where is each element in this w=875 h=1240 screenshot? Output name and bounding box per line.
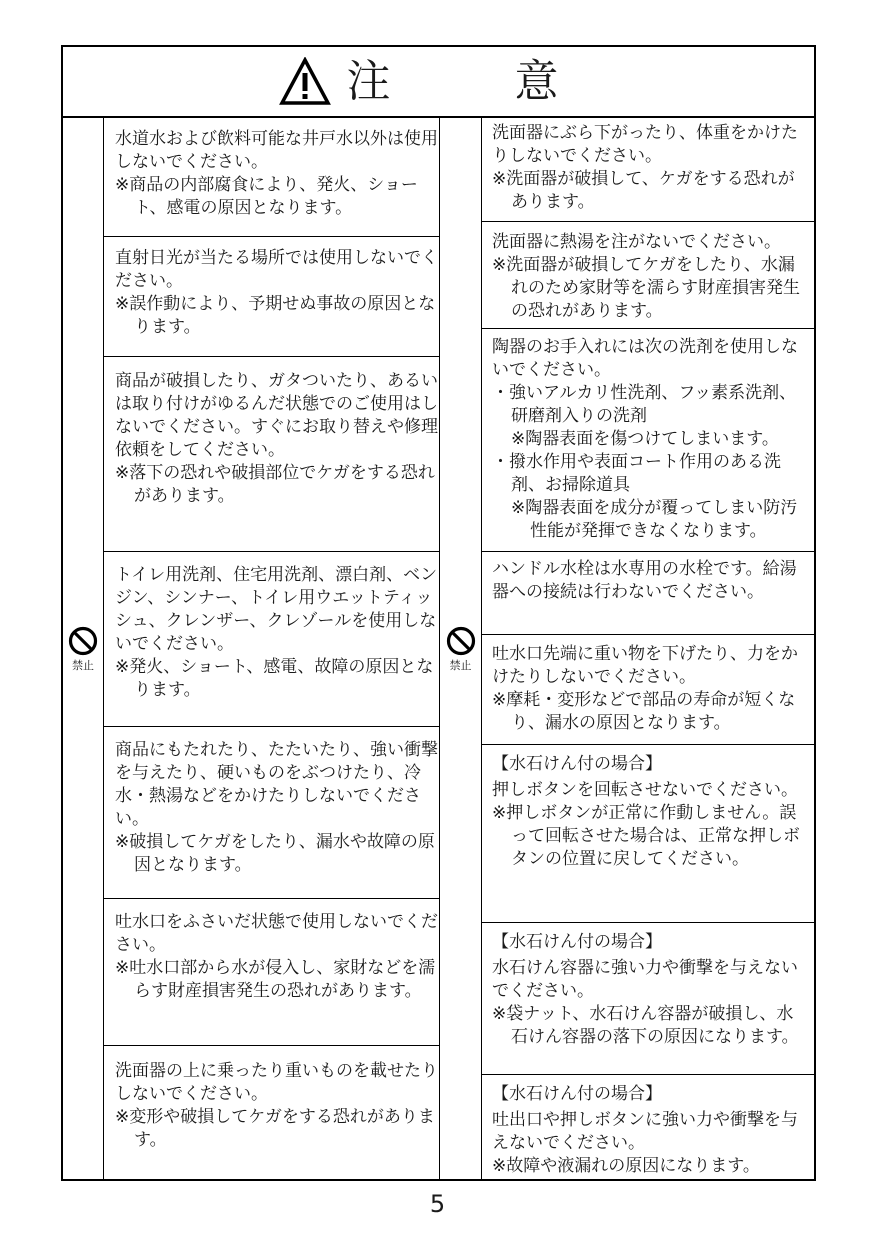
caution-item: 直射日光が当たる場所では使用しないでください。 ※誤作動により、予期せぬ事故の原因となります。	[104, 236, 439, 356]
caution-item: 洗面器にぶら下がったり、体重をかけたりしないでください。 ※洗面器が破損して、ケガをする恐れがあります。	[492, 123, 798, 212]
caution-item: 【水石けん付の場合】 水石けん容器に強い力や衝撃を与えないでください。 ※袋ナット、水石けん容器が破損し、水石けん容器の落下の原因になります。	[482, 922, 814, 1074]
prohibited-icon	[68, 626, 98, 656]
caution-title: 注 意	[346, 55, 599, 107]
caution-item: 商品が破損したり、ガタついたり、あるいは取り付けがゆるんだ状態でのご使用はしないでください。すぐにお取り替えや修理依頼をしてください。 ※落下の恐れや破損部位でケガをする恐れがあります。	[104, 356, 439, 551]
prohibition-column-left	[63, 118, 104, 1181]
caution-item: ハンドル水栓は水専用の水栓です。給湯器への接続は行わないでください。	[482, 551, 814, 634]
prohibited-label: 禁止	[72, 659, 94, 672]
caution-item: 洗面器に熱湯を注がないでください。 ※洗面器が破損してケガをしたり、水漏れのため家財等を濡らす財産損害発生の恐れがあります。	[482, 221, 814, 328]
caution-header	[63, 47, 814, 118]
caution-item: 吐水口先端に重い物を下げたり、力をかけたりしないでください。 ※摩耗・変形などで部品の寿命が短くなり、漏水の原因となります。	[482, 634, 814, 744]
caution-item: 【水石けん付の場合】 吐出口や押しボタンに強い力や衝撃を与えないでください。 ※故障や液漏れの原因になります。	[482, 1074, 814, 1181]
caution-item: 商品にもたれたり、たたいたり、強い衝撃を与えたり、硬いものをぶつけたり、冷水・熱湯などをかけたりしないでください。 ※破損してケガをしたり、漏水や故障の原因となります。	[104, 726, 439, 898]
page-number: 5	[429, 1190, 446, 1218]
caution-item: 吐水口をふさいだ状態で使用しないでください。 ※吐水口部から水が侵入し、家財などを濡らす財産損害発生の恐れがあります。	[104, 898, 439, 1045]
caution-item: 水道水および飲料可能な井戸水以外は使用しないでください。 ※商品の内部腐食により、発火、ショート、感電の原因となります。	[115, 129, 438, 218]
caution-item: 洗面器の上に乗ったり重いものを載せたりしないでください。 ※変形や破損してケガをする恐れがあります。	[104, 1045, 439, 1181]
prohibited-icon	[446, 626, 476, 656]
caution-frame	[61, 45, 816, 1181]
warning-triangle-icon	[279, 57, 331, 107]
caution-item: 【水石けん付の場合】 押しボタンを回転させないでください。 ※押しボタンが正常に作動しません。誤って回転させた場合は、正常な押しボタンの位置に戻してください。	[482, 744, 814, 922]
caution-item: 陶器のお手入れには次の洗剤を使用しないでください。 ・強いアルカリ性洗剤、フッ素系洗剤、研磨剤入りの洗剤 ※陶器表面を傷つけてしまいます。 ・撥水作用や表面コート作用のある洗剤、お掃除道具 ※陶器表面を成分が覆ってしまい防汚性能が発揮できなくなります。	[482, 328, 814, 551]
prohibited-label: 禁止	[449, 659, 472, 672]
caution-item: トイレ用洗剤、住宅用洗剤、漂白剤、ベンジン、シンナー、トイレ用ウエットティッシュ、クレンザー、クレゾールを使用しないでください。 ※発火、ショート、感電、故障の原因となります。	[104, 551, 439, 726]
prohibition-column-right	[439, 118, 482, 1181]
